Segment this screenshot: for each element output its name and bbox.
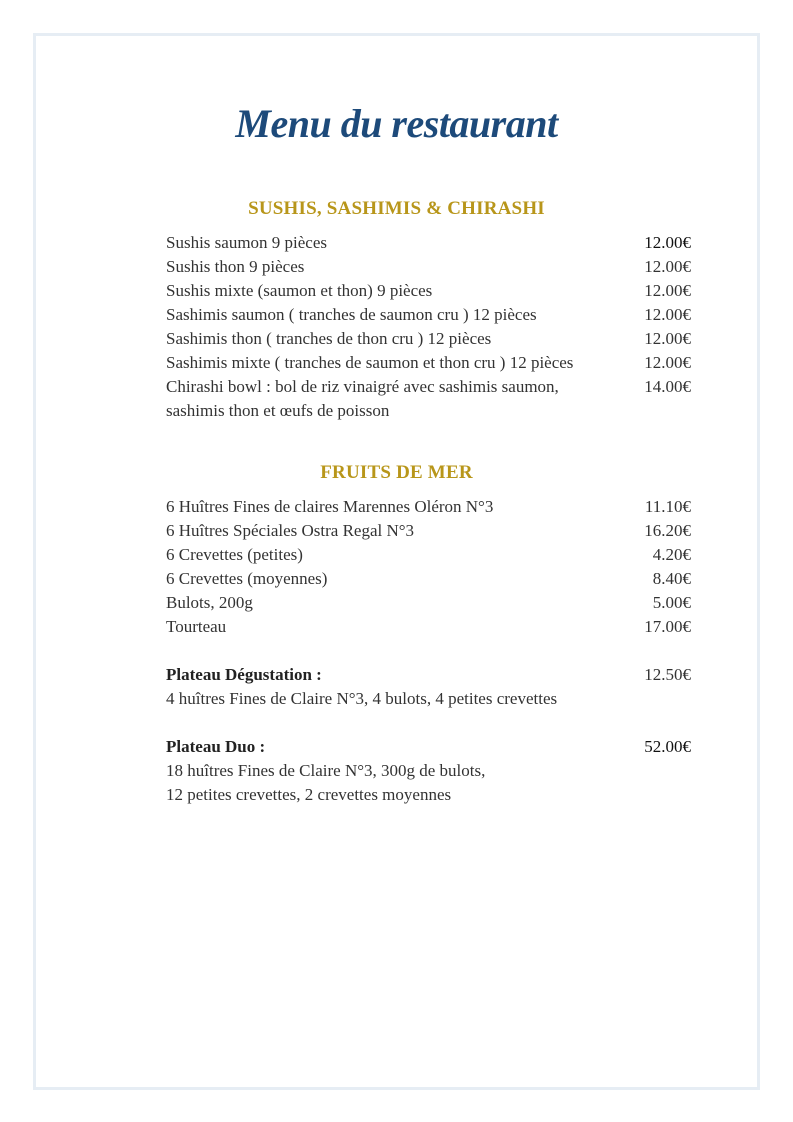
item-name: Sashimis mixte ( tranches de saumon et thon cru ) 12 pièces — [166, 353, 574, 372]
list-item — [166, 543, 691, 567]
platter-header — [166, 663, 691, 687]
item-price: 12.00€ — [644, 281, 691, 300]
menu-title: Menu du restaurant — [235, 101, 558, 146]
list-item — [166, 519, 691, 543]
section-heading-fruits-de-mer: FRUITS DE MER — [320, 462, 473, 483]
item-name: 6 Huîtres Fines de claires Marennes Oléron N°3 — [166, 497, 494, 516]
item-name: 6 Crevettes (petites) — [166, 545, 303, 564]
list-item — [166, 567, 691, 591]
list-item — [166, 231, 691, 255]
item-name: Sushis saumon 9 pièces — [166, 233, 328, 252]
item-price: 12.00€ — [644, 329, 691, 348]
item-price: 14.00€ — [644, 377, 691, 396]
sushis-list — [166, 231, 691, 423]
item-name: Bulots, 200g — [166, 593, 253, 612]
item-name: Sushis mixte (saumon et thon) 9 pièces — [166, 281, 433, 300]
list-item — [166, 495, 691, 519]
list-item — [166, 279, 691, 303]
platter-price: 12.50€ — [644, 665, 691, 684]
item-price: 12.00€ — [644, 353, 691, 372]
list-item — [166, 303, 691, 327]
platter-price: 52.00€ — [644, 737, 691, 756]
platter-description-line2: 12 petites crevettes, 2 crevettes moyennes — [166, 785, 452, 804]
item-price: 8.40€ — [652, 569, 691, 588]
item-name: Sashimis saumon ( tranches de saumon cru ) 12 pièces — [166, 305, 537, 324]
item-price: 12.00€ — [644, 257, 691, 276]
item-price: 16.20€ — [644, 521, 691, 540]
list-item — [166, 615, 691, 639]
item-name: 6 Huîtres Spéciales Ostra Regal N°3 — [166, 521, 415, 540]
item-price: 12.00€ — [644, 233, 691, 252]
item-name — [166, 375, 559, 423]
item-price: 11.10€ — [644, 497, 691, 516]
item-price: 5.00€ — [652, 593, 691, 612]
list-item — [166, 375, 691, 423]
item-name: Sashimis thon ( tranches de thon cru ) 12 pièces — [166, 329, 492, 348]
list-item — [166, 591, 691, 615]
platter-description: 4 huîtres Fines de Claire N°3, 4 bulots, 4 petites crevettes — [166, 689, 558, 708]
platter-header — [166, 735, 691, 759]
item-name-line2: sashimis thon et œufs de poisson — [166, 401, 390, 420]
item-price: 4.20€ — [652, 545, 691, 564]
list-item — [166, 327, 691, 351]
item-name: Tourteau — [166, 617, 227, 636]
item-price: 17.00€ — [644, 617, 691, 636]
item-name: Sushis thon 9 pièces — [166, 257, 305, 276]
platter-label: Plateau Dégustation : — [166, 665, 322, 684]
platter-degustation — [166, 663, 691, 711]
item-name-line1: Chirashi bowl : bol de riz vinaigré avec sashimis saumon, — [166, 377, 559, 396]
platter-duo — [166, 735, 691, 807]
list-item — [166, 255, 691, 279]
platter-description-line1: 18 huîtres Fines de Claire N°3, 300g de bulots, — [166, 761, 486, 780]
platter-label: Plateau Duo : — [166, 737, 266, 756]
item-price: 12.00€ — [644, 305, 691, 324]
fruits-de-mer-list — [166, 495, 691, 639]
item-name: 6 Crevettes (moyennes) — [166, 569, 328, 588]
section-heading-sushis: SUSHIS, SASHIMIS & CHIRASHI — [248, 198, 545, 219]
list-item — [166, 351, 691, 375]
